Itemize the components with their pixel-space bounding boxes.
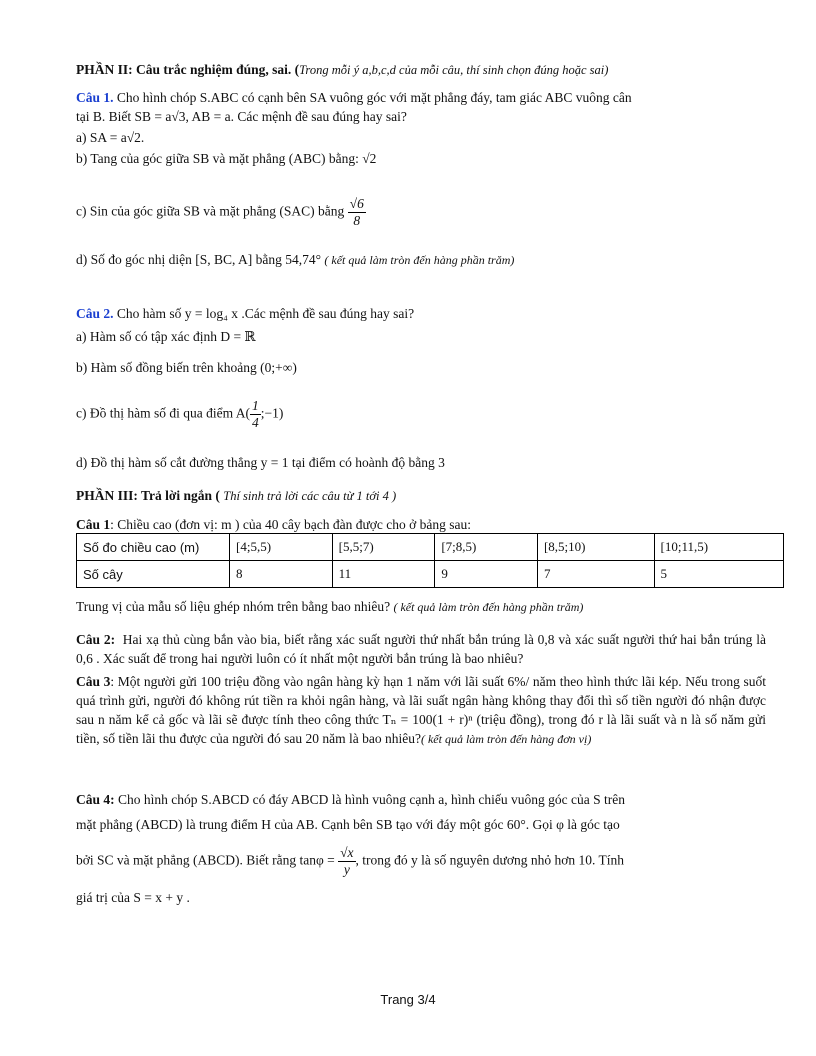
p3q3-text: : Một người gửi 100 triệu đồng vào ngân hàng kỳ hạn 1 năm với lãi suất 6%/ năm theo hình thức lãi kép. Nếu trong suốt quá trình gửi, người đó không rút tiền ra khỏi ngân hàng, và lãi suất ngân hàng không thay đổi thì số tiền người đó nhận được sau n năm kể cả gốc và lãi sẽ được tính theo công thức Tₙ = 100(1 + r)ⁿ (triệu đồng), trong đó r là lãi suất và n là số năm gửi tiền, số tiền lãi thu được của người đó sau 20 năm là bao nhiêu? [76,674,766,746]
p3q4-text-line4: giá trị của S = x + y . [76,890,190,905]
table-count: 11 [332,561,435,588]
table-row-counts [77,561,784,588]
q1-option-c-text: c) Sin của góc giữa SB và mặt phẳng (SAC) bằng [76,203,345,219]
table-interval: [5,5;7) [332,534,435,561]
part3-instruction: Thí sinh trả lời các câu từ 1 tới 4 ) [223,489,397,503]
table-interval: [7;8,5) [435,534,538,561]
table-interval: [4;5,5) [230,534,333,561]
q2-text: Cho hàm số y = log₄ x .Các mệnh đề sau đúng hay sai? [116,306,415,321]
p3q2-text: Hai xạ thủ cùng bắn vào bia, biết rằng xác suất người thứ nhất bắn trúng là 0,8 và xác suất người thứ hai bắn trúng là 0,6 . Xác suất để trong hai người luôn có ít nhất một người bắn trúng là bao nhiêu? [76,632,766,666]
table-count: 5 [654,561,783,588]
q2-option-c-tail: ;−1) [260,405,284,421]
q1-option-c [76,196,766,229]
table-interval: [8,5;10) [537,534,654,561]
part3-heading-line [76,486,766,506]
p3q4-text-line3a: bởi SC và mặt phẳng (ABCD). Biết rằng tanφ = [76,852,335,868]
part3-heading: PHẦN III: Trả lời ngắn ( [76,488,220,503]
p3q4-block [76,790,766,834]
p3q4-text-line3b: , trong đó y là số nguyên dương nhỏ hơn 10. Tính [355,852,625,868]
p3q4-line3 [76,845,766,878]
p3q4-text-line2: mặt phẳng (ABCD) là trung điểm H của AB. Cạnh bên SB tạo với đáy một góc 60°. Gọi φ là góc tạo [76,817,620,832]
p3q1-label: Câu 1 [76,517,111,532]
q2-block [76,304,766,377]
q1-c-numerator: √6 [349,196,364,211]
p3q1-after-text: Trung vị của mẫu số liệu ghép nhóm trên bằng bao nhiêu? [76,599,391,614]
p3q1-text: : Chiều cao (đơn vị: m ) của 40 cây bạch đàn được cho ở bảng sau: [110,517,472,532]
p3q4-label: Câu 4: [76,792,115,807]
q1-option-d-note: ( kết quả làm tròn đến hàng phần trăm) [324,253,515,267]
q1-option-a: a) SA = a√2. [76,130,145,145]
table-count: 7 [537,561,654,588]
table-interval: [10;11,5) [654,534,783,561]
q2-option-a: a) Hàm số có tập xác định D = ℝ [76,329,256,344]
table-count: 8 [230,561,333,588]
q1-text-line2: tại B. Biết SB = a√3, AB = a. Các mệnh đề sau đúng hay sai? [76,109,407,124]
q2-c-denominator: 4 [251,415,259,430]
q2-option-c-fraction [250,398,261,431]
q1-option-d-text: d) Số đo góc nhị diện [S, BC, A] bằng 54,74° [76,252,322,267]
part2-heading: PHẦN II: Câu trắc nghiệm đúng, sai. [76,62,292,77]
p3q2-block [76,630,766,668]
part2-paren: ( [294,62,300,77]
part2-heading-line [76,60,766,80]
p3q4-text-line1: Cho hình chóp S.ABCD có đáy ABCD là hình vuông cạnh a, hình chiếu vuông góc của S trên [118,792,625,807]
q1-c-denominator: 8 [353,213,361,228]
q2-option-d: d) Đồ thị hàm số cắt đường thẳng y = 1 tại điểm có hoành độ bằng 3 [76,455,445,470]
p3q2-label: Câu 2: [76,632,116,647]
frequency-table [76,533,784,588]
q1-option-d [76,250,766,270]
q2-c-numerator: 1 [251,398,259,413]
page-footer: Trang 3/4 [380,992,436,1007]
table-count: 9 [435,561,538,588]
q1-block [76,88,766,168]
p3q4-denominator: y [343,862,350,877]
q1-text-line1: Cho hình chóp S.ABC có cạnh bên SA vuông góc với mặt phẳng đáy, tam giác ABC vuông cân [116,90,632,105]
q2-label: Câu 2. [76,306,114,321]
table-header-label: Số đo chiều cao (m) [77,534,230,561]
p3q3-label: Câu 3 [76,674,111,689]
p3q1-line [76,515,766,534]
q2-option-c [76,398,766,431]
p3q4-fraction [338,845,355,878]
part2-instruction: Trong mỗi ý a,b,c,d của mỗi câu, thí sinh chọn đúng hoặc sai) [299,63,609,77]
q1-option-c-fraction [348,196,366,229]
p3q1-after [76,597,766,617]
table-row-heights [77,534,784,561]
q2-option-c-text: c) Đồ thị hàm số đi qua điểm A( [76,405,250,421]
p3q3-block [76,672,766,749]
q1-label: Câu 1. [76,90,114,105]
p3q3-note: ( kết quả làm tròn đến hàng đơn vị) [420,732,592,746]
p3q1-after-note: ( kết quả làm tròn đến hàng phần trăm) [393,600,584,614]
p3q4-numerator: √x [340,845,354,860]
table-count-label: Số cây [77,561,230,588]
q2-option-b: b) Hàm số đồng biến trên khoảng (0;+∞) [76,360,297,375]
q1-option-b: b) Tang của góc giữa SB và mặt phẳng (ABC) bằng: √2 [76,151,377,166]
